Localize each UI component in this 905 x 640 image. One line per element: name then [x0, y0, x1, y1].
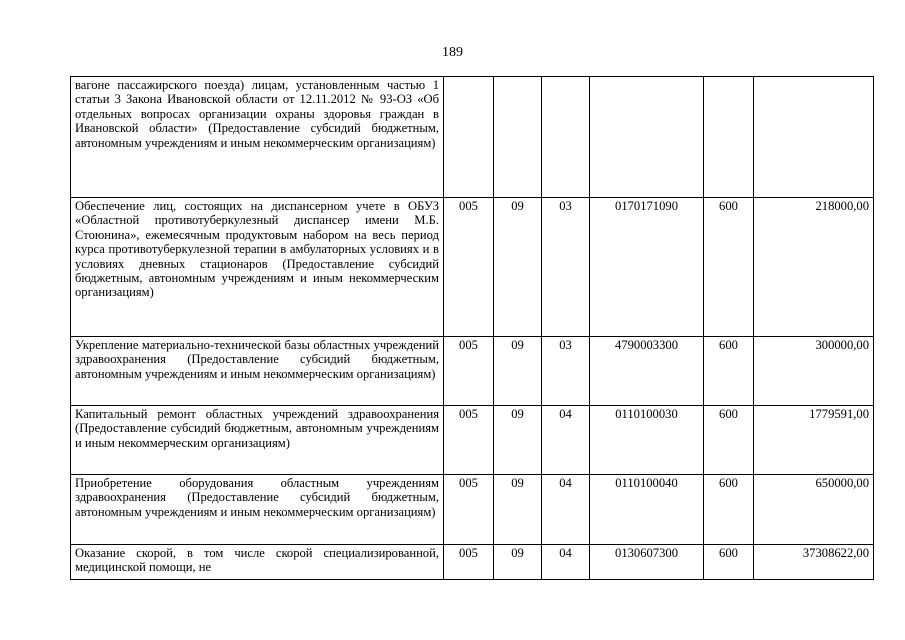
row-section-code: 09	[494, 475, 542, 545]
row-target-article-code: 0110100030	[590, 406, 704, 475]
row-subsection-code: 03	[542, 198, 590, 337]
row-grbs-code: 005	[444, 198, 494, 337]
row-expense-type-code: 600	[704, 337, 754, 406]
row-amount: 1779591,00	[754, 406, 874, 475]
row-amount: 37308622,00	[754, 545, 874, 580]
row-subsection-code	[542, 77, 590, 198]
row-target-article-code	[590, 77, 704, 198]
row-target-article-code: 0170171090	[590, 198, 704, 337]
page-number: 189	[442, 45, 463, 60]
table-row	[71, 475, 874, 545]
row-amount	[754, 77, 874, 198]
row-subsection-code: 03	[542, 337, 590, 406]
row-description: Приобретение оборудования областным учреждениям здравоохранения (Предоставление субсидий бюджетным, автономным учреждениям и иным некоммерческим организациям)	[71, 475, 444, 545]
row-description: Капитальный ремонт областных учреждений здравоохранения (Предоставление субсидий бюджетным, автономным учреждениям и иным некоммерческим организациям)	[71, 406, 444, 475]
table-row	[71, 198, 874, 337]
row-expense-type-code	[704, 77, 754, 198]
row-expense-type-code: 600	[704, 198, 754, 337]
row-section-code: 09	[494, 337, 542, 406]
row-target-article-code: 0110100040	[590, 475, 704, 545]
row-section-code	[494, 77, 542, 198]
row-section-code: 09	[494, 406, 542, 475]
row-expense-type-code: 600	[704, 475, 754, 545]
row-grbs-code: 005	[444, 475, 494, 545]
row-grbs-code: 005	[444, 406, 494, 475]
row-grbs-code: 005	[444, 545, 494, 580]
row-subsection-code: 04	[542, 406, 590, 475]
budget-table	[70, 76, 874, 580]
row-amount: 300000,00	[754, 337, 874, 406]
row-description: вагоне пассажирского поезда) лицам, установленным частью 1 статьи 3 Закона Ивановской области от 12.11.2012 № 93-ОЗ «Об отдельных вопросах организации охраны здоровья граждан в Ивановской области» (Предоставление субсидий бюджетным, автономным учреждениям и иным некоммерческим организациям)	[71, 77, 444, 198]
row-amount: 650000,00	[754, 475, 874, 545]
row-target-article-code: 0130607300	[590, 545, 704, 580]
row-subsection-code: 04	[542, 545, 590, 580]
row-section-code: 09	[494, 545, 542, 580]
row-expense-type-code: 600	[704, 545, 754, 580]
row-subsection-code: 04	[542, 475, 590, 545]
row-grbs-code	[444, 77, 494, 198]
row-amount: 218000,00	[754, 198, 874, 337]
row-description: Оказание скорой, в том числе скорой специализированной, медицинской помощи, не	[71, 545, 444, 580]
row-section-code: 09	[494, 198, 542, 337]
row-target-article-code: 4790003300	[590, 337, 704, 406]
table-row	[71, 77, 874, 198]
row-expense-type-code: 600	[704, 406, 754, 475]
table-row	[71, 545, 874, 580]
row-grbs-code: 005	[444, 337, 494, 406]
table-row	[71, 406, 874, 475]
row-description: Обеспечение лиц, состоящих на диспансерном учете в ОБУЗ «Областной противотуберкулезный диспансер имени М.Б. Стоюнина», ежемесячным продуктовым набором на весь период курса противотуберкулезной терапии в амбулаторных условиях и в условиях дневных стационаров (Предоставление субсидий бюджетным, автономным учреждениям и иным некоммерческим организациям)	[71, 198, 444, 337]
table-row	[71, 337, 874, 406]
row-description: Укрепление материально-технической базы областных учреждений здравоохранения (Предоставление субсидий бюджетным, автономным учреждениям и иным некоммерческим организациям)	[71, 337, 444, 406]
